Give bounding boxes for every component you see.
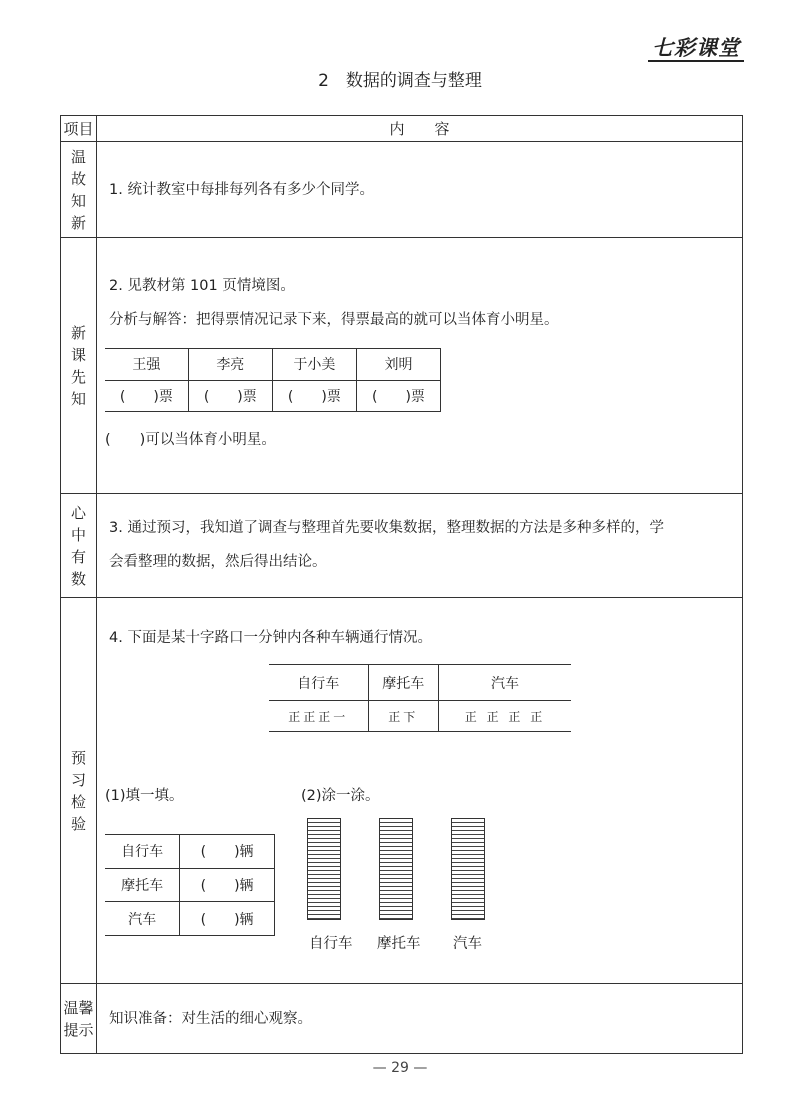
bar-label: 自行车 (309, 936, 353, 952)
count-blank[interactable]: ( )辆 (180, 902, 275, 936)
vehicle-name: 摩托车 (368, 665, 438, 701)
vote-blank[interactable]: ( )票 (356, 380, 440, 412)
tally-table (269, 664, 571, 732)
bar-label: 汽车 (453, 936, 482, 952)
understanding-line-2: 会看整理的数据，然后得出结论。 (109, 554, 327, 570)
lesson-table (60, 115, 743, 1054)
new-lesson-section (97, 238, 742, 493)
tally-marks: 正正正一 (269, 701, 368, 732)
row-label-new-lesson: 新 课 先 知 (61, 238, 97, 494)
vote-blank[interactable]: ( )票 (188, 380, 272, 412)
vote-blank[interactable]: ( )票 (105, 380, 188, 412)
question-4: 4. 下面是某十字路口一分钟内各种车辆通行情况。 (109, 630, 432, 646)
analysis-text: 分析与解答：把得票情况记录下来，得票最高的就可以当体育小明星。 (109, 312, 559, 328)
vehicle-name: 自行车 (269, 665, 368, 701)
logo-underline (648, 60, 744, 62)
question-2: 2. 见教材第 101 页情境图。 (109, 278, 295, 294)
vote-table (105, 348, 441, 412)
vehicle-name: 摩托车 (105, 868, 180, 902)
vehicle-name: 汽车 (438, 665, 571, 701)
practice-section (97, 598, 742, 983)
page-title: 2 数据的调查与整理 (318, 71, 482, 91)
coloring-bar-motorcycle[interactable] (379, 818, 413, 920)
bar-label: 摩托车 (377, 936, 421, 952)
row-label-understanding: 心 中 有 数 (61, 494, 97, 598)
sub-question-1: (1)填一填。 (105, 788, 184, 804)
understanding-line-1: 3. 通过预习，我知道了调查与整理首先要收集数据，整理数据的方法是多种多样的，学 (109, 520, 664, 536)
row-label-practice: 预 习 检 验 (61, 598, 97, 984)
vehicle-name: 自行车 (105, 835, 180, 869)
sub-question-2: (2)涂一涂。 (301, 788, 380, 804)
row-label-tips: 温馨 提示 (61, 984, 97, 1054)
candidate-name: 刘明 (356, 349, 440, 381)
count-blank[interactable]: ( )辆 (180, 868, 275, 902)
candidate-name: 王强 (105, 349, 188, 381)
header-item: 项目 (61, 116, 97, 142)
candidate-name: 于小美 (272, 349, 356, 381)
conclusion-blank[interactable]: ( )可以当体育小明星。 (105, 432, 276, 448)
tally-marks: 正 正 正 正 (438, 701, 571, 732)
understanding-section (97, 494, 742, 597)
vote-blank[interactable]: ( )票 (272, 380, 356, 412)
review-text: 1. 统计教室中每排每列各有多少个同学。 (97, 142, 743, 238)
coloring-bar-bicycle[interactable] (307, 818, 341, 920)
page-number: — 29 — (372, 1060, 428, 1076)
count-blank[interactable]: ( )辆 (180, 835, 275, 869)
tally-marks: 正下 (368, 701, 438, 732)
vehicle-name: 汽车 (105, 902, 180, 936)
coloring-bar-car[interactable] (451, 818, 485, 920)
header-content: 内 容 (97, 116, 743, 142)
fill-table (105, 834, 275, 936)
row-label-review: 温 故 知 新 (61, 142, 97, 238)
tips-text: 知识准备：对生活的细心观察。 (97, 984, 743, 1054)
brand-logo: 七彩课堂 (652, 35, 740, 60)
candidate-name: 李亮 (188, 349, 272, 381)
